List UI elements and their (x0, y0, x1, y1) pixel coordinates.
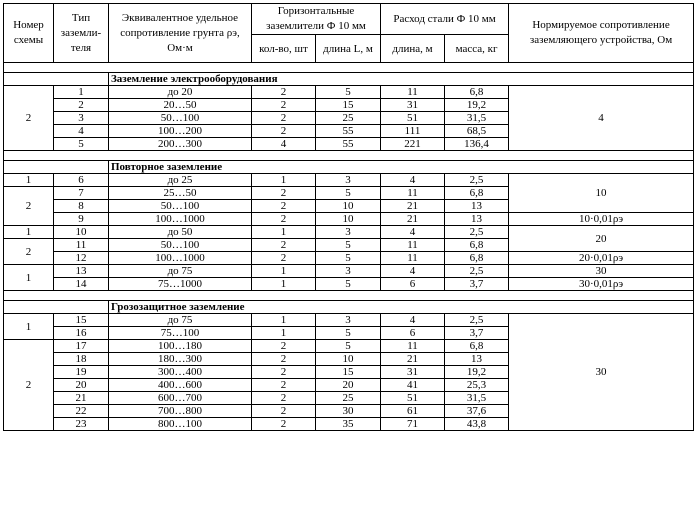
type-cell: 13 (54, 265, 109, 278)
type-cell: 10 (54, 226, 109, 239)
steel-length-cell: 4 (381, 226, 445, 239)
steel-length-cell: 11 (381, 187, 445, 200)
length-cell: 10 (316, 200, 381, 213)
resistivity-cell: 800…100 (109, 418, 252, 431)
mass-cell: 37,6 (445, 405, 509, 418)
length-cell: 5 (316, 187, 381, 200)
count-cell: 2 (252, 200, 316, 213)
steel-length-cell: 61 (381, 405, 445, 418)
resistivity-cell: 700…800 (109, 405, 252, 418)
type-cell: 3 (54, 112, 109, 125)
scheme-cell: 1 (4, 314, 54, 340)
count-cell: 2 (252, 366, 316, 379)
type-cell: 18 (54, 353, 109, 366)
table-header (4, 4, 694, 63)
type-cell: 22 (54, 405, 109, 418)
norm-cell: 20 (509, 226, 694, 252)
header-steel: Расход стали Ф 10 мм (381, 4, 509, 35)
section-title: Грозозащитное заземление (109, 301, 694, 314)
mass-cell: 19,2 (445, 366, 509, 379)
resistivity-cell: 100…180 (109, 340, 252, 353)
count-cell: 2 (252, 125, 316, 138)
mass-cell: 31,5 (445, 392, 509, 405)
length-cell: 30 (316, 405, 381, 418)
resistivity-cell: до 20 (109, 86, 252, 99)
steel-length-cell: 221 (381, 138, 445, 151)
count-cell: 1 (252, 327, 316, 340)
length-cell: 25 (316, 112, 381, 125)
steel-length-cell: 6 (381, 327, 445, 340)
count-cell: 1 (252, 265, 316, 278)
steel-length-cell: 11 (381, 340, 445, 353)
count-cell: 2 (252, 379, 316, 392)
mass-cell: 3,7 (445, 278, 509, 291)
table-body (4, 63, 694, 431)
length-cell: 55 (316, 138, 381, 151)
resistivity-cell: 100…1000 (109, 213, 252, 226)
section-row (4, 161, 694, 174)
resistivity-cell: до 50 (109, 226, 252, 239)
type-cell: 12 (54, 252, 109, 265)
length-cell: 3 (316, 226, 381, 239)
type-cell: 17 (54, 340, 109, 353)
steel-length-cell: 41 (381, 379, 445, 392)
type-cell: 9 (54, 213, 109, 226)
resistivity-cell: 100…200 (109, 125, 252, 138)
mass-cell: 6,8 (445, 187, 509, 200)
type-cell: 16 (54, 327, 109, 340)
header-norm: Нормируемое сопротивление заземляющего устройства, Ом (509, 4, 694, 63)
scheme-cell: 1 (4, 174, 54, 187)
type-cell: 2 (54, 99, 109, 112)
length-cell: 20 (316, 379, 381, 392)
steel-length-cell: 21 (381, 200, 445, 213)
norm-cell: 30 (509, 314, 694, 431)
count-cell: 2 (252, 213, 316, 226)
steel-length-cell: 21 (381, 213, 445, 226)
count-cell: 2 (252, 112, 316, 125)
section-gap (4, 151, 694, 161)
gap-cell (4, 151, 694, 161)
steel-length-cell: 111 (381, 125, 445, 138)
resistivity-cell: 200…300 (109, 138, 252, 151)
section-title: Заземление электрооборудования (109, 73, 694, 86)
length-cell: 5 (316, 239, 381, 252)
steel-length-cell: 31 (381, 99, 445, 112)
gap-cell (4, 63, 694, 73)
table-row (4, 314, 694, 327)
count-cell: 2 (252, 405, 316, 418)
count-cell: 1 (252, 226, 316, 239)
type-cell: 8 (54, 200, 109, 213)
mass-cell: 19,2 (445, 99, 509, 112)
type-cell: 4 (54, 125, 109, 138)
table-row (4, 265, 694, 278)
resistivity-cell: 20…50 (109, 99, 252, 112)
mass-cell: 6,8 (445, 340, 509, 353)
resistivity-cell: 180…300 (109, 353, 252, 366)
mass-cell: 13 (445, 200, 509, 213)
mass-cell: 68,5 (445, 125, 509, 138)
mass-cell: 6,8 (445, 86, 509, 99)
norm-cell: 20·0,01ρэ (509, 252, 694, 265)
resistivity-cell: 100…1000 (109, 252, 252, 265)
type-cell: 21 (54, 392, 109, 405)
mass-cell: 6,8 (445, 252, 509, 265)
scheme-cell: 2 (4, 187, 54, 226)
length-cell: 5 (316, 327, 381, 340)
resistivity-cell: 50…100 (109, 200, 252, 213)
count-cell: 2 (252, 86, 316, 99)
resistivity-cell: 300…400 (109, 366, 252, 379)
mass-cell: 13 (445, 213, 509, 226)
type-cell: 5 (54, 138, 109, 151)
count-cell: 2 (252, 99, 316, 112)
type-cell: 14 (54, 278, 109, 291)
count-cell: 2 (252, 239, 316, 252)
count-cell: 2 (252, 392, 316, 405)
norm-cell: 30 (509, 265, 694, 278)
norm-cell: 30·0,01ρэ (509, 278, 694, 291)
steel-length-cell: 21 (381, 353, 445, 366)
mass-cell: 136,4 (445, 138, 509, 151)
count-cell: 2 (252, 340, 316, 353)
gap-cell (4, 291, 694, 301)
mass-cell: 13 (445, 353, 509, 366)
count-cell: 1 (252, 314, 316, 327)
resistivity-cell: 400…600 (109, 379, 252, 392)
mass-cell: 2,5 (445, 314, 509, 327)
header-type: Тип заземли-теля (54, 4, 109, 63)
grounding-table (3, 3, 694, 431)
length-cell: 5 (316, 340, 381, 353)
steel-length-cell: 71 (381, 418, 445, 431)
header-count: кол-во, шт (252, 35, 316, 63)
length-cell: 3 (316, 174, 381, 187)
count-cell: 4 (252, 138, 316, 151)
steel-length-cell: 31 (381, 366, 445, 379)
norm-cell: 4 (509, 86, 694, 151)
section-blank (4, 301, 109, 314)
length-cell: 10 (316, 213, 381, 226)
steel-length-cell: 11 (381, 239, 445, 252)
steel-length-cell: 11 (381, 86, 445, 99)
type-cell: 6 (54, 174, 109, 187)
steel-length-cell: 51 (381, 392, 445, 405)
steel-length-cell: 4 (381, 174, 445, 187)
table-row (4, 174, 694, 187)
scheme-cell: 2 (4, 239, 54, 265)
header-steel-length: длина, м (381, 35, 445, 63)
length-cell: 3 (316, 265, 381, 278)
section-gap (4, 291, 694, 301)
length-cell: 5 (316, 86, 381, 99)
section-row (4, 73, 694, 86)
table-row (4, 226, 694, 239)
resistivity-cell: до 75 (109, 265, 252, 278)
norm-cell: 10·0,01ρэ (509, 213, 694, 226)
steel-length-cell: 11 (381, 252, 445, 265)
count-cell: 2 (252, 353, 316, 366)
resistivity-cell: 50…100 (109, 239, 252, 252)
length-cell: 5 (316, 278, 381, 291)
steel-length-cell: 51 (381, 112, 445, 125)
mass-cell: 3,7 (445, 327, 509, 340)
section-row (4, 301, 694, 314)
type-cell: 1 (54, 86, 109, 99)
type-cell: 7 (54, 187, 109, 200)
norm-cell: 10 (509, 174, 694, 213)
header-resistivity: Эквивалентное удельное сопротивление грунта ρэ, Ом·м (109, 4, 252, 63)
type-cell: 20 (54, 379, 109, 392)
section-blank (4, 161, 109, 174)
section-gap (4, 63, 694, 73)
length-cell: 15 (316, 366, 381, 379)
scheme-cell: 2 (4, 86, 54, 151)
length-cell: 3 (316, 314, 381, 327)
length-cell: 35 (316, 418, 381, 431)
resistivity-cell: до 75 (109, 314, 252, 327)
resistivity-cell: 25…50 (109, 187, 252, 200)
scheme-cell: 2 (4, 340, 54, 431)
length-cell: 55 (316, 125, 381, 138)
mass-cell: 2,5 (445, 174, 509, 187)
resistivity-cell: 50…100 (109, 112, 252, 125)
resistivity-cell: 600…700 (109, 392, 252, 405)
count-cell: 2 (252, 187, 316, 200)
header-scheme-no: Номер схемы (4, 4, 54, 63)
table-row (4, 86, 694, 99)
length-cell: 15 (316, 99, 381, 112)
scheme-cell: 1 (4, 226, 54, 239)
count-cell: 1 (252, 174, 316, 187)
steel-length-cell: 4 (381, 265, 445, 278)
length-cell: 25 (316, 392, 381, 405)
table-row (4, 278, 694, 291)
type-cell: 19 (54, 366, 109, 379)
header-steel-mass: масса, кг (445, 35, 509, 63)
mass-cell: 6,8 (445, 239, 509, 252)
resistivity-cell: 75…100 (109, 327, 252, 340)
count-cell: 2 (252, 252, 316, 265)
steel-length-cell: 4 (381, 314, 445, 327)
mass-cell: 25,3 (445, 379, 509, 392)
header-length: длина L, м (316, 35, 381, 63)
header-horizontal: Горизонтальные заземлители Ф 10 мм (252, 4, 381, 35)
steel-length-cell: 6 (381, 278, 445, 291)
mass-cell: 2,5 (445, 226, 509, 239)
type-cell: 15 (54, 314, 109, 327)
scheme-cell: 1 (4, 265, 54, 291)
type-cell: 23 (54, 418, 109, 431)
section-blank (4, 73, 109, 86)
mass-cell: 2,5 (445, 265, 509, 278)
length-cell: 10 (316, 353, 381, 366)
table-row (4, 252, 694, 265)
mass-cell: 43,8 (445, 418, 509, 431)
count-cell: 2 (252, 418, 316, 431)
count-cell: 1 (252, 278, 316, 291)
section-title: Повторное заземление (109, 161, 694, 174)
table-row (4, 213, 694, 226)
length-cell: 5 (316, 252, 381, 265)
resistivity-cell: до 25 (109, 174, 252, 187)
resistivity-cell: 75…1000 (109, 278, 252, 291)
mass-cell: 31,5 (445, 112, 509, 125)
type-cell: 11 (54, 239, 109, 252)
